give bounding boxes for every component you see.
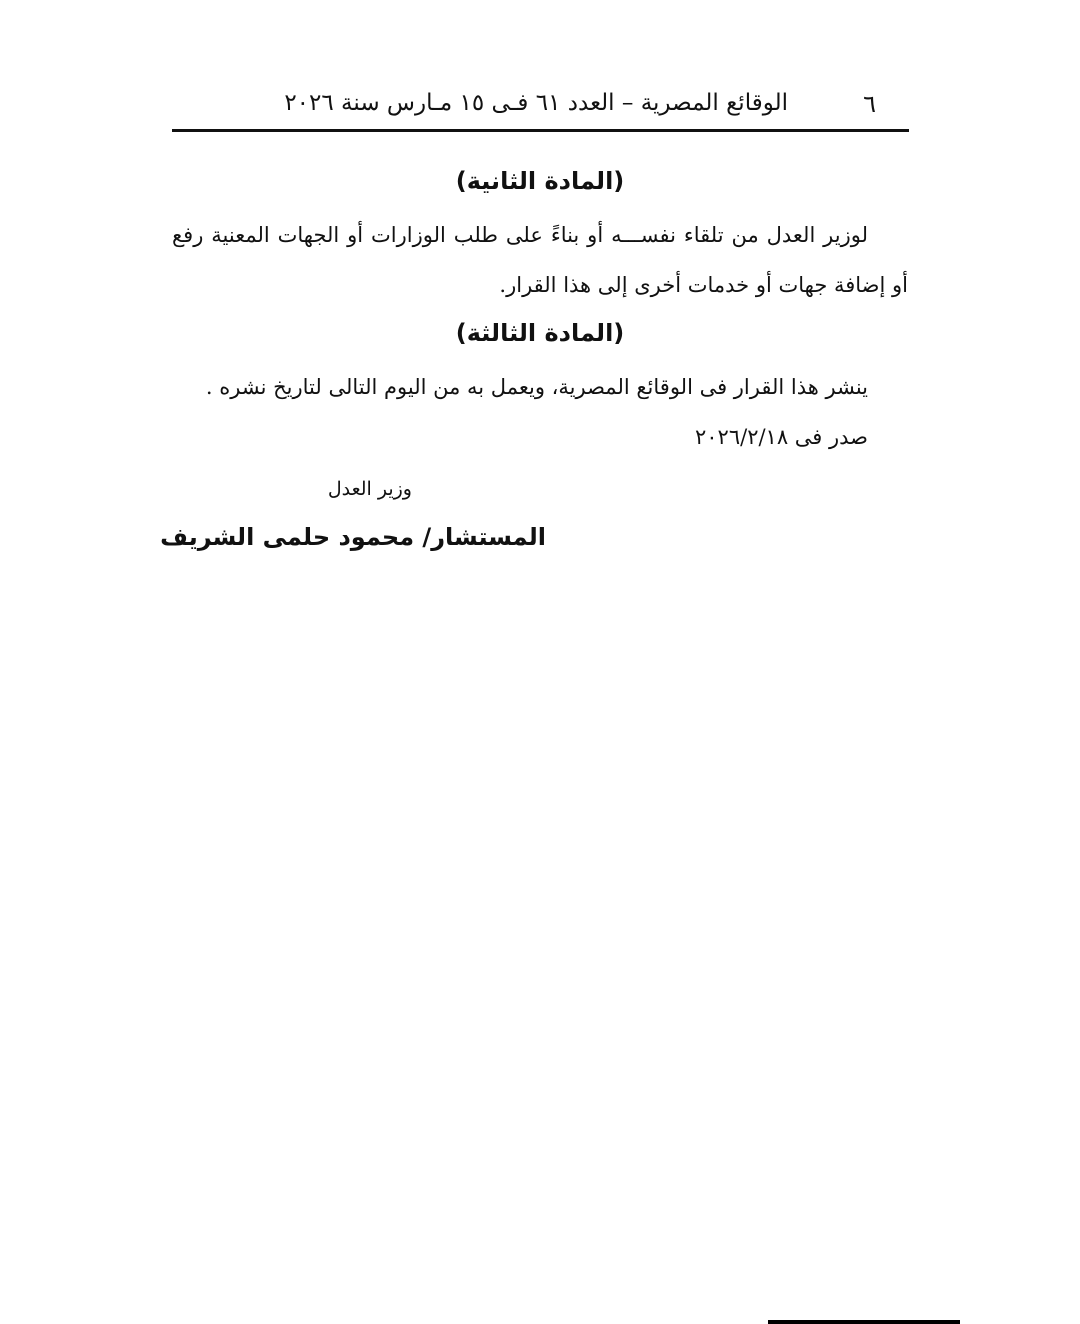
article-3-heading: (المادة الثالثة): [455, 319, 625, 347]
minister-title: وزير العدل: [327, 478, 412, 500]
article-2-line-1: لوزير العدل من تلقاء نفســـه أو بناءً على طلب الوزارات أو الجهات المعنية رفع: [172, 223, 868, 247]
minister-name: المستشار/ محمود حلمى الشريف: [160, 523, 546, 551]
issue-date: صدر فى ٢٠٢٦/٢/١٨: [695, 425, 868, 449]
page-number: ٦: [863, 90, 876, 118]
page-header: [172, 84, 908, 124]
article-2-body: [172, 210, 908, 310]
article-2-heading: (المادة الثانية): [455, 167, 625, 195]
article-2-line-2: أو إضافة جهات أو خدمات أخرى إلى هذا القرار.: [499, 273, 908, 297]
article-3-body: [172, 362, 908, 462]
gazette-issue-title: الوقائع المصرية – العدد ٦١ فـى ١٥ مـارس سنة ٢٠٢٦: [284, 90, 788, 116]
footer-divider: [768, 1320, 960, 1324]
header-divider: [172, 129, 909, 132]
article-3-line-1: ينشر هذا القرار فى الوقائع المصرية، ويعمل به من اليوم التالى لتاريخ نشره .: [205, 375, 868, 399]
